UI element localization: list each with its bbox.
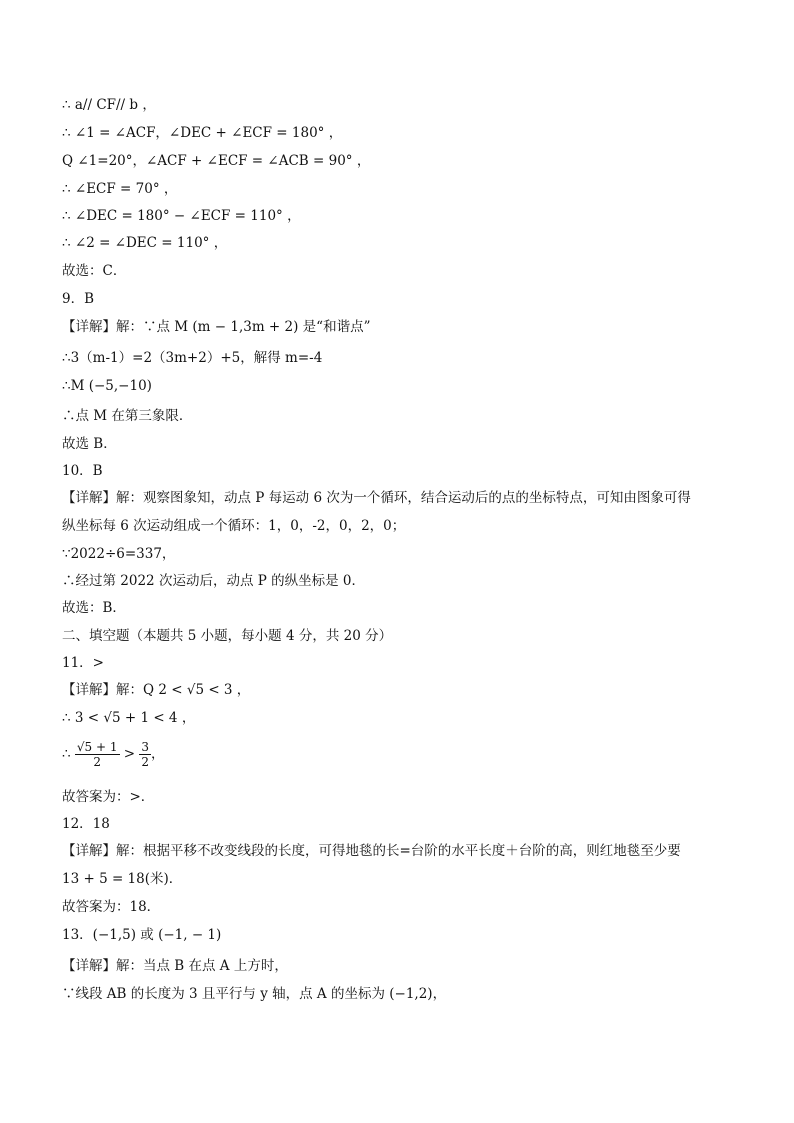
text-line: 12．18	[62, 816, 110, 832]
text-line: ∵2022÷6=337，	[62, 546, 176, 562]
text-line: ∴经过第 2022 次运动后，动点 P 的纵坐标是 0．	[62, 573, 365, 589]
text-line: ∴M (−5,−10)	[62, 378, 152, 394]
punctuation: ，	[151, 746, 165, 762]
text-line: ∴ ∠ECF = 70° ，	[62, 181, 178, 197]
text-line: 9．B	[62, 291, 95, 307]
text-line: 故选：C．	[62, 263, 127, 279]
text-line: 【详解】解：观察图象知，动点 P 每运动 6 次为一个循环，结合运动后的点的坐标特点，可知由图象可得	[62, 490, 691, 506]
fraction-line	[62, 740, 165, 769]
text-line: 11．>	[62, 655, 104, 671]
text-line: ∴3（m-1）=2（3m+2）+5，解得 m=-4	[62, 350, 323, 366]
text-line: 13．(−1,5) 或 (−1, − 1)	[62, 927, 222, 943]
text-line: ∴ ∠DEC = 180° − ∠ECF = 110° ，	[62, 208, 301, 224]
fraction-numerator: √5 + 1	[76, 740, 118, 754]
text-line: 故答案为：>．	[62, 789, 155, 805]
fraction-denominator: 2	[93, 755, 102, 769]
text-line: ∴点 M 在第三象限．	[62, 408, 193, 424]
text-line: ∴ 3 < √5 + 1 < 4 ，	[62, 710, 196, 726]
text-line: ∵线段 AB 的长度为 3 且平行与 y 轴，点 A 的坐标为 (−1,2)，	[62, 986, 447, 1002]
text-line: 纵坐标每 6 次运动组成一个循环：1，0，-2，0，2，0；	[62, 518, 406, 534]
text-line: ∴ ∠2 = ∠DEC = 110° ，	[62, 235, 228, 251]
text-line: 二、填空题（本题共 5 小题，每小题 4 分，共 20 分）	[62, 628, 393, 644]
text-line: 【详解】解：根据平移不改变线段的长度，可得地毯的长=台阶的水平长度＋台阶的高，则红地毯至少要	[62, 843, 681, 859]
fraction-numerator: 3	[141, 740, 150, 754]
text-line: 【详解】解：∵点 M (m − 1,3m + 2) 是“和谐点”	[62, 319, 371, 335]
text-line: 故选 B．	[62, 436, 117, 452]
fraction-denominator: 2	[141, 755, 150, 769]
text-line: 故选：B．	[62, 600, 126, 616]
text-line: 故答案为：18．	[62, 899, 161, 915]
text-line: 【详解】解：Q 2 < √5 < 3 ，	[62, 682, 251, 698]
text-line: Q ∠1=20°，∠ACF + ∠ECF = ∠ACB = 90° ，	[62, 153, 371, 169]
compare-symbol: >	[123, 746, 136, 762]
fraction-left	[75, 740, 120, 769]
text-line: 【详解】解：当点 B 在点 A 上方时，	[62, 958, 288, 974]
fraction-right	[139, 740, 151, 769]
text-line: ∴ ∠1 = ∠ACF，∠DEC + ∠ECF = 180° ，	[62, 125, 343, 141]
therefore-symbol: ∴	[62, 746, 71, 762]
text-line: 13 + 5 = 18(米)．	[62, 871, 183, 887]
text-line: 10．B	[62, 463, 103, 479]
text-line: ∴ a// CF// b ，	[62, 97, 156, 113]
